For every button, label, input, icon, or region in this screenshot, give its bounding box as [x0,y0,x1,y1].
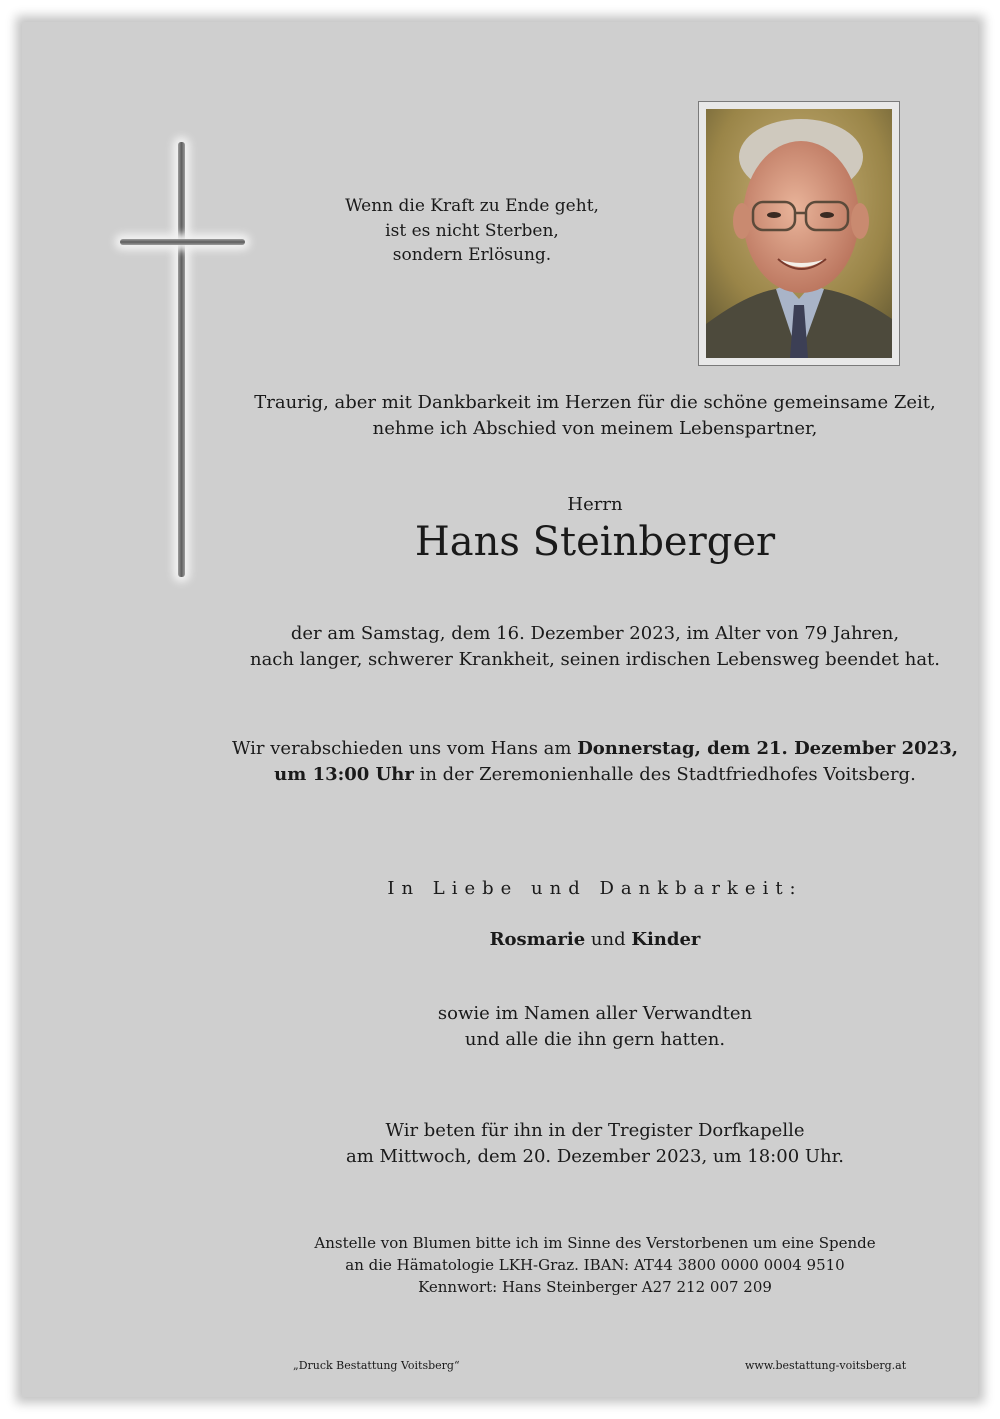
quote-line-2: ist es nicht Sterben, [385,220,559,241]
quote-line-1: Wenn die Kraft zu Ende geht, [345,196,599,216]
death-line-2: nach langer, schwerer Krankheit, seinen irdischen Lebensweg beendet hat. [249,649,941,671]
portrait-photo [706,109,892,358]
intro-text [230,390,960,442]
relatives-line-1: sowie im Namen aller Verwandten [437,1003,753,1024]
donation-line-2: an die Hämatologie LKH-Graz. IBAN: AT44 3800 0000 0004 9510 [345,1255,845,1274]
farewell-line-1 [230,736,960,762]
intro-line-1: Traurig, aber mit Dankbarkeit im Herzen für die schöne gemeinsame Zeit, [254,392,936,413]
family-connector: und [585,929,632,950]
farewell-prefix: Wir verabschieden uns vom Hans am [231,738,578,759]
quote-line-3: sondern Erlösung. [392,245,552,266]
farewell-time: um 13:00 Uhr [274,764,414,786]
death-line-1: der am Samstag, dem 16. Dezember 2023, im Alter von 79 Jahren, [290,623,900,644]
cross-horizontal-bar [120,239,245,245]
website-link[interactable]: www.bestattung-voitsberg.at [745,1359,907,1372]
donation-line-1: Anstelle von Blumen bitte ich im Sinne des Verstorbenen um eine Spende [314,1234,876,1252]
family-name-2: Kinder [631,929,701,950]
death-notice [230,621,960,673]
farewell-notice [230,736,960,788]
farewell-date: Donnerstag, dem 21. Dezember 2023, [577,738,959,759]
closing-phrase: In Liebe und Dankbarkeit: [387,878,803,899]
relatives-text [345,1001,845,1053]
portrait-frame [698,101,900,366]
cross-vertical-bar [178,142,185,577]
donation-line-3: Kennwort: Hans Steinberger A27 212 007 209 [418,1277,772,1296]
opening-quote [322,194,622,268]
salutation: Herrn [567,494,623,515]
relatives-line-2: und alle die ihn gern hatten. [464,1029,726,1051]
portrait-illustration [706,109,892,358]
family-names [345,927,845,953]
farewell-suffix: in der Zeremonienhalle des Stadtfriedhofes Voitsberg. [413,764,916,786]
family-name-1: Rosmarie [489,929,586,950]
farewell-line-2 [230,762,960,788]
prayer-line-2: am Mittwoch, dem 20. Dezember 2023, um 18:00 Uhr. [346,1146,844,1168]
deceased-name: Hans Steinberger [414,519,776,565]
printer-credit: „Druck Bestattung Voitsberg“ [293,1359,460,1372]
intro-line-2: nehme ich Abschied von meinem Lebenspartner, [372,418,818,440]
prayer-line-1: Wir beten für ihn in der Tregister Dorfkapelle [385,1120,805,1141]
prayer-notice [295,1118,895,1170]
donation-notice [245,1233,945,1298]
